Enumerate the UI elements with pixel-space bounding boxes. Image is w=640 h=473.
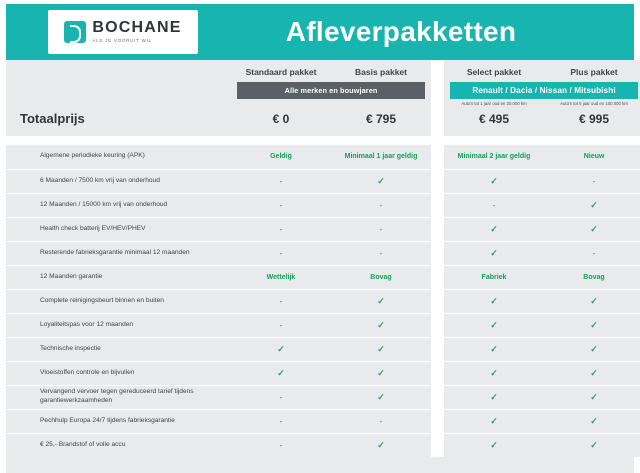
check-icon: ✓ bbox=[590, 295, 598, 306]
feature-value-cell bbox=[544, 169, 640, 193]
column-title-plus: Plus pakket bbox=[544, 60, 640, 82]
feature-value-cell bbox=[544, 217, 640, 241]
logo-mark-icon bbox=[64, 21, 86, 43]
check-icon: ✓ bbox=[590, 343, 598, 354]
subnote-basis bbox=[331, 99, 431, 107]
dash-marker: - bbox=[279, 320, 283, 330]
subnote-select: Auto's tot 1 jaar oud en 20.000 km bbox=[444, 99, 544, 107]
check-icon: ✓ bbox=[590, 391, 598, 402]
feature-label: Technische inspectie bbox=[6, 337, 231, 361]
price-row bbox=[6, 107, 640, 136]
feature-value-cell bbox=[231, 385, 331, 409]
feature-label: 12 Maanden garantie bbox=[6, 265, 231, 289]
feature-label: Loyaliteitspas voor 12 maanden bbox=[6, 313, 231, 337]
price-standaard: € 0 bbox=[231, 107, 331, 136]
feature-value-cell bbox=[331, 289, 431, 313]
dash-marker: - bbox=[279, 200, 283, 210]
dash-marker: - bbox=[379, 200, 383, 210]
feature-value-cell bbox=[331, 409, 431, 433]
column-title-basis: Basis pakket bbox=[331, 60, 431, 82]
value-text: Bovag bbox=[583, 273, 605, 281]
group-gap-cell bbox=[431, 217, 444, 241]
feature-value-cell bbox=[231, 193, 331, 217]
check-icon: ✓ bbox=[277, 343, 285, 354]
table-row bbox=[6, 385, 640, 409]
dash-marker: - bbox=[592, 248, 596, 258]
table-row bbox=[6, 145, 640, 169]
feature-label: Vervangend vervoer tegen gereduceerd tarief tijdens garantiewerkzaamheden bbox=[6, 385, 231, 409]
check-icon: ✓ bbox=[377, 175, 385, 186]
value-text: Geldig bbox=[270, 153, 292, 161]
check-icon: ✓ bbox=[490, 391, 498, 402]
table-row bbox=[6, 289, 640, 313]
totaalprijs-label: Totaalprijs bbox=[6, 107, 231, 136]
page-title: Afleverpakketten bbox=[285, 16, 517, 47]
value-text: Minimaal 1 jaar geldig bbox=[344, 153, 418, 161]
feature-value-cell bbox=[444, 313, 544, 337]
feature-value-cell bbox=[331, 169, 431, 193]
logo-name: BOCHANE bbox=[92, 19, 182, 37]
dash-marker: - bbox=[279, 392, 283, 402]
table-row bbox=[6, 361, 640, 385]
group-bar-left: Alle merken en bouwjaren bbox=[237, 82, 425, 99]
check-icon: ✓ bbox=[590, 415, 598, 426]
dash-marker: - bbox=[279, 176, 283, 186]
group-gap-cell bbox=[431, 289, 444, 313]
group-gap-cell bbox=[431, 409, 444, 433]
dash-marker: - bbox=[279, 296, 283, 306]
feature-value-cell bbox=[444, 337, 544, 361]
feature-value-cell bbox=[544, 145, 640, 169]
feature-value-cell bbox=[444, 145, 544, 169]
feature-value-cell bbox=[331, 241, 431, 265]
check-icon: ✓ bbox=[490, 439, 498, 450]
feature-value-cell bbox=[444, 241, 544, 265]
group-gap-cell bbox=[431, 265, 444, 289]
logo-tagline: ALS JE VOORUIT WIL bbox=[92, 38, 152, 44]
check-icon: ✓ bbox=[490, 247, 498, 258]
table-row bbox=[6, 265, 640, 289]
feature-value-cell bbox=[444, 409, 544, 433]
feature-value-cell bbox=[331, 265, 431, 289]
feature-value-cell bbox=[331, 385, 431, 409]
check-icon: ✓ bbox=[490, 319, 498, 330]
feature-label: 12 Maanden / 15000 km vrij van onderhoud bbox=[6, 193, 231, 217]
group-subnote-row bbox=[6, 99, 640, 107]
feature-value-cell bbox=[444, 433, 544, 457]
feature-value-cell bbox=[544, 361, 640, 385]
price-select: € 495 bbox=[444, 107, 544, 136]
check-icon: ✓ bbox=[590, 223, 598, 234]
value-text: Fabriek bbox=[481, 273, 507, 281]
check-icon: ✓ bbox=[490, 367, 498, 378]
feature-value-cell bbox=[444, 265, 544, 289]
group-gap-cell bbox=[431, 433, 444, 457]
group-gap-2 bbox=[431, 82, 444, 99]
price-basis: € 795 bbox=[331, 107, 431, 136]
check-icon: ✓ bbox=[377, 295, 385, 306]
feature-label: Resterende fabrieksgarantie minimaal 12 maanden bbox=[6, 241, 231, 265]
dash-marker: - bbox=[379, 248, 383, 258]
feature-value-cell bbox=[444, 385, 544, 409]
group-gap-cell bbox=[431, 241, 444, 265]
dash-marker: - bbox=[279, 440, 283, 450]
feature-value-cell bbox=[331, 337, 431, 361]
dash-marker: - bbox=[492, 200, 496, 210]
feature-value-cell bbox=[231, 265, 331, 289]
feature-value-cell bbox=[231, 289, 331, 313]
check-icon: ✓ bbox=[490, 223, 498, 234]
feature-value-cell bbox=[331, 433, 431, 457]
feature-rows bbox=[6, 145, 640, 457]
check-icon: ✓ bbox=[590, 319, 598, 330]
dash-marker: - bbox=[279, 416, 283, 426]
table-row bbox=[6, 313, 640, 337]
feature-value-cell bbox=[231, 145, 331, 169]
group-gap-cell bbox=[431, 385, 444, 409]
package-comparison-table bbox=[6, 60, 640, 457]
check-icon: ✓ bbox=[277, 367, 285, 378]
group-gap-cell bbox=[431, 361, 444, 385]
feature-value-cell bbox=[231, 433, 331, 457]
dash-marker: - bbox=[379, 416, 383, 426]
table-row bbox=[6, 433, 640, 457]
feature-value-cell bbox=[331, 145, 431, 169]
feature-value-cell bbox=[444, 193, 544, 217]
feature-value-cell bbox=[444, 361, 544, 385]
group-bar-right: Renault / Dacia / Nissan / Mitsubishi bbox=[450, 82, 638, 99]
title-row-spacer bbox=[6, 60, 231, 82]
feature-value-cell bbox=[544, 265, 640, 289]
group-gap-cell bbox=[431, 313, 444, 337]
subnote-spacer bbox=[6, 99, 231, 107]
column-title-select: Select pakket bbox=[444, 60, 544, 82]
value-text: Wettelijk bbox=[266, 273, 296, 281]
feature-value-cell bbox=[544, 385, 640, 409]
feature-label: Vloeistoffen controle en bijvullen bbox=[6, 361, 231, 385]
section-spacer bbox=[6, 136, 640, 145]
group-bar-right-wrap bbox=[444, 82, 640, 99]
feature-value-cell bbox=[544, 337, 640, 361]
feature-value-cell bbox=[331, 361, 431, 385]
group-gap-cell bbox=[431, 337, 444, 361]
feature-label: € 25,- Brandstof of volle accu bbox=[6, 433, 231, 457]
feature-value-cell bbox=[331, 193, 431, 217]
feature-value-cell bbox=[444, 217, 544, 241]
check-icon: ✓ bbox=[377, 319, 385, 330]
feature-value-cell bbox=[544, 409, 640, 433]
feature-label: Health check batterij EV/HEV/PHEV bbox=[6, 217, 231, 241]
group-gap-cell bbox=[431, 193, 444, 217]
subnote-plus: Auto's tot 5 jaar oud en 100.000 km bbox=[544, 99, 640, 107]
page-header bbox=[6, 4, 634, 60]
feature-value-cell bbox=[231, 337, 331, 361]
group-gap-cell bbox=[431, 145, 444, 169]
check-icon: ✓ bbox=[590, 199, 598, 210]
feature-value-cell bbox=[231, 241, 331, 265]
feature-label: 6 Maanden / 7500 km vrij van onderhoud bbox=[6, 169, 231, 193]
check-icon: ✓ bbox=[490, 415, 498, 426]
dash-marker: - bbox=[592, 176, 596, 186]
group-gap bbox=[431, 60, 444, 82]
check-icon: ✓ bbox=[490, 175, 498, 186]
feature-value-cell bbox=[331, 313, 431, 337]
feature-value-cell bbox=[231, 409, 331, 433]
column-title-standaard: Standaard pakket bbox=[231, 60, 331, 82]
dash-marker: - bbox=[279, 248, 283, 258]
feature-value-cell bbox=[231, 361, 331, 385]
group-bar-row bbox=[6, 82, 640, 99]
table-row bbox=[6, 193, 640, 217]
dash-marker: - bbox=[379, 224, 383, 234]
value-text: Bovag bbox=[370, 273, 392, 281]
feature-label: Algemene periodieke keuring (APK) bbox=[6, 145, 231, 169]
feature-value-cell bbox=[544, 193, 640, 217]
dash-marker: - bbox=[279, 224, 283, 234]
column-title-row bbox=[6, 60, 640, 82]
brand-logo bbox=[48, 10, 198, 54]
feature-label: Complete reinigingsbeurt binnen en buiten bbox=[6, 289, 231, 313]
check-icon: ✓ bbox=[377, 391, 385, 402]
footer-strip bbox=[6, 457, 634, 473]
feature-value-cell bbox=[231, 217, 331, 241]
group-gap-cell bbox=[431, 169, 444, 193]
check-icon: ✓ bbox=[590, 439, 598, 450]
value-text: Nieuw bbox=[583, 153, 605, 161]
feature-value-cell bbox=[544, 241, 640, 265]
subnote-standaard bbox=[231, 99, 331, 107]
table-row bbox=[6, 217, 640, 241]
feature-value-cell bbox=[331, 217, 431, 241]
check-icon: ✓ bbox=[377, 343, 385, 354]
feature-value-cell bbox=[231, 313, 331, 337]
group-gap-4 bbox=[431, 107, 444, 136]
check-icon: ✓ bbox=[490, 343, 498, 354]
value-text: Minimaal 2 jaar geldig bbox=[457, 153, 531, 161]
feature-value-cell bbox=[544, 313, 640, 337]
table-row bbox=[6, 409, 640, 433]
check-icon: ✓ bbox=[590, 367, 598, 378]
feature-value-cell bbox=[544, 433, 640, 457]
table-row bbox=[6, 241, 640, 265]
feature-value-cell bbox=[444, 169, 544, 193]
group-bar-left-wrap bbox=[231, 82, 431, 99]
check-icon: ✓ bbox=[377, 367, 385, 378]
group-bar-spacer bbox=[6, 82, 231, 99]
feature-value-cell bbox=[444, 289, 544, 313]
check-icon: ✓ bbox=[377, 439, 385, 450]
price-plus: € 995 bbox=[544, 107, 640, 136]
group-gap-3 bbox=[431, 99, 444, 107]
feature-value-cell bbox=[544, 289, 640, 313]
table-row bbox=[6, 169, 640, 193]
check-icon: ✓ bbox=[490, 295, 498, 306]
feature-label: Pechhulp Europa 24/7 tijdens fabrieksgarantie bbox=[6, 409, 231, 433]
table-row bbox=[6, 337, 640, 361]
feature-value-cell bbox=[231, 169, 331, 193]
